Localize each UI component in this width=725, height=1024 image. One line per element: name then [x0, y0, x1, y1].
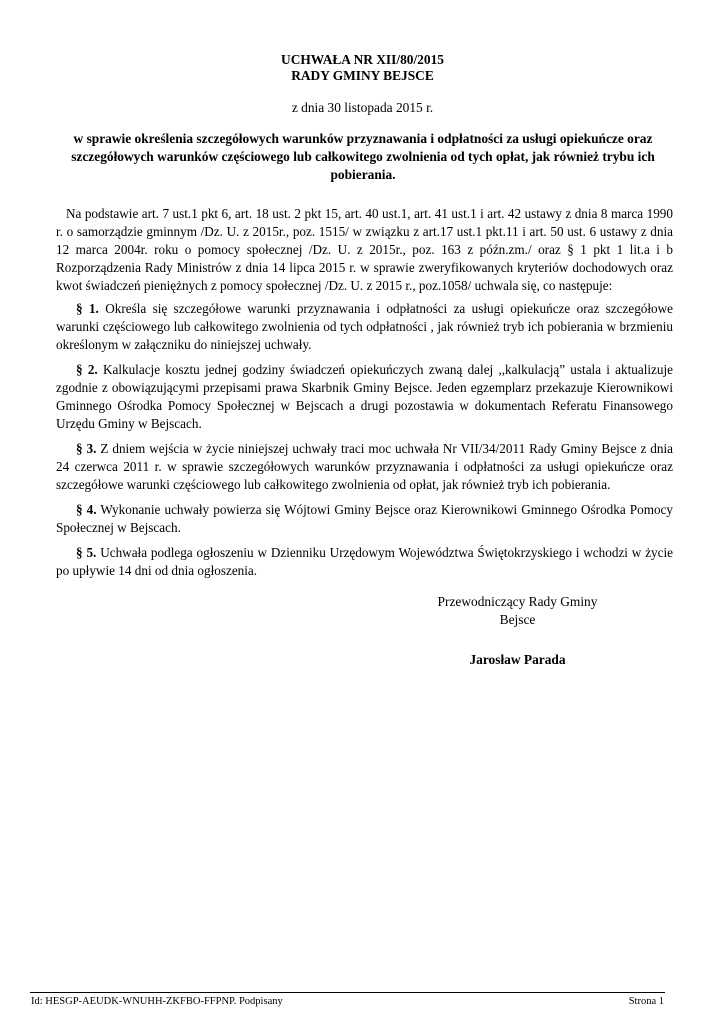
signature-role-line-1: Przewodniczący Rady Gminy: [437, 594, 598, 609]
title-line-2: RADY GMINY BEJSCE: [291, 68, 434, 83]
paragraph-number: § 3.: [76, 441, 97, 456]
paragraph-number: § 1.: [76, 301, 99, 316]
paragraph-number: § 5.: [76, 545, 97, 560]
paragraph-5: [56, 544, 673, 580]
paragraph-3: [56, 440, 673, 494]
paragraph-number: § 2.: [76, 362, 98, 377]
signatory-name: Jarosław Parada: [469, 652, 566, 667]
signature-block: [420, 593, 615, 669]
paragraph-text: Wykonanie uchwały powierza się Wójtowi Gminy Bejsce oraz Kierownikowi Gminnego Ośrodka Pomocy Społecznej w Bejscach.: [56, 502, 674, 535]
preamble: Na podstawie art. 7 ust.1 pkt 6, art. 18 ust. 2 pkt 15, art. 40 ust.1, art. 41 ust.1 i art. 42 ustawy z dnia 8 marca 1990 r. o samorządzie gminnym /Dz. U. z 2015r., poz. 1515/ w związku z art.17 ust.1 pkt.11 i art. 50 ust. 6 ustawy z dnia 12 marca 2004r. roku o pomocy społecznej /Dz. U. z 2015r., poz. 163 z późn.zm./ oraz § 1 pkt 1 lit.a i b Rozporządzenia Rady Ministrów z dnia 14 lipca 2015 r. w sprawie zweryfikowanych kryteriów dochodowych oraz kwot świadczeń pieniężnych z pomocy społecznej /Dz. U. z 2015 r., poz.1058/ uchwala się, co następuje:: [56, 206, 673, 293]
resolution-body: [56, 205, 673, 587]
paragraph-text: Określa się szczegółowe warunki przyznawania i odpłatności za usługi opiekuńcze oraz szczegółowe warunki częściowego lub całkowitego zwolnienia od tych odpłatności , jak również tryb ich pobierania w brzmieniu określonym w załączniku do niniejszej uchwały.: [56, 301, 674, 352]
paragraph-text: Uchwała podlega ogłoszeniu w Dzienniku Urzędowym Województwa Świętokrzyskiego i wchodzi w życie po upływie 14 dni od dnia ogłoszenia.: [56, 545, 674, 578]
document-id: Id: HESGP-AEUDK-WNUHH-ZKFBO-FFPNP. Podpisany: [31, 996, 283, 1007]
paragraph-number: § 4.: [76, 502, 97, 517]
paragraph-1: [56, 300, 673, 354]
paragraph-2: [56, 361, 673, 433]
paragraph-text: Kalkulacje kosztu jednej godziny świadczeń opiekuńczych zwaną dalej ,,kalkulacją” ustala i aktualizuje zgodnie z obowiązującymi przepisami prawa Skarbnik Gminy Bejsce. Jeden egzemplarz przekazuje Kierownikowi Gminnego Ośrodka Pomocy Społecznej w Bejscach a drugi pozostawia w dokumentach Referatu Finansowego Urzędu Gminy w Bejscach.: [56, 362, 674, 431]
resolution-date: z dnia 30 listopada 2015 r.: [291, 100, 434, 115]
page-number: Strona 1: [628, 996, 664, 1007]
resolution-title: [0, 52, 725, 84]
paragraph-text: Z dniem wejścia w życie niniejszej uchwały traci moc uchwała Nr VII/34/2011 Rady Gminy Bejsce z dnia 24 czerwca 2011 r. w sprawie szczegółowych warunków przyznawania i odpłatności za usługi opiekuńcze oraz szczegółowe warunki częściowego lub całkowitego zwolnienia od opłat, jak również tryb ich pobierania.: [56, 441, 674, 492]
signature-role-line-2: Bejsce: [499, 612, 536, 627]
title-line-1: UCHWAŁA NR XII/80/2015: [281, 52, 444, 67]
footer-divider: [30, 992, 665, 993]
paragraph-4: [56, 501, 673, 537]
resolution-subject: w sprawie określenia szczegółowych warunków przyznawania i odpłatności za usługi opiekuńcze oraz szczegółowych warunków częściowego lub całkowitego zwolnienia od tych opłat, jak również trybu ich pobierania.: [71, 131, 655, 182]
